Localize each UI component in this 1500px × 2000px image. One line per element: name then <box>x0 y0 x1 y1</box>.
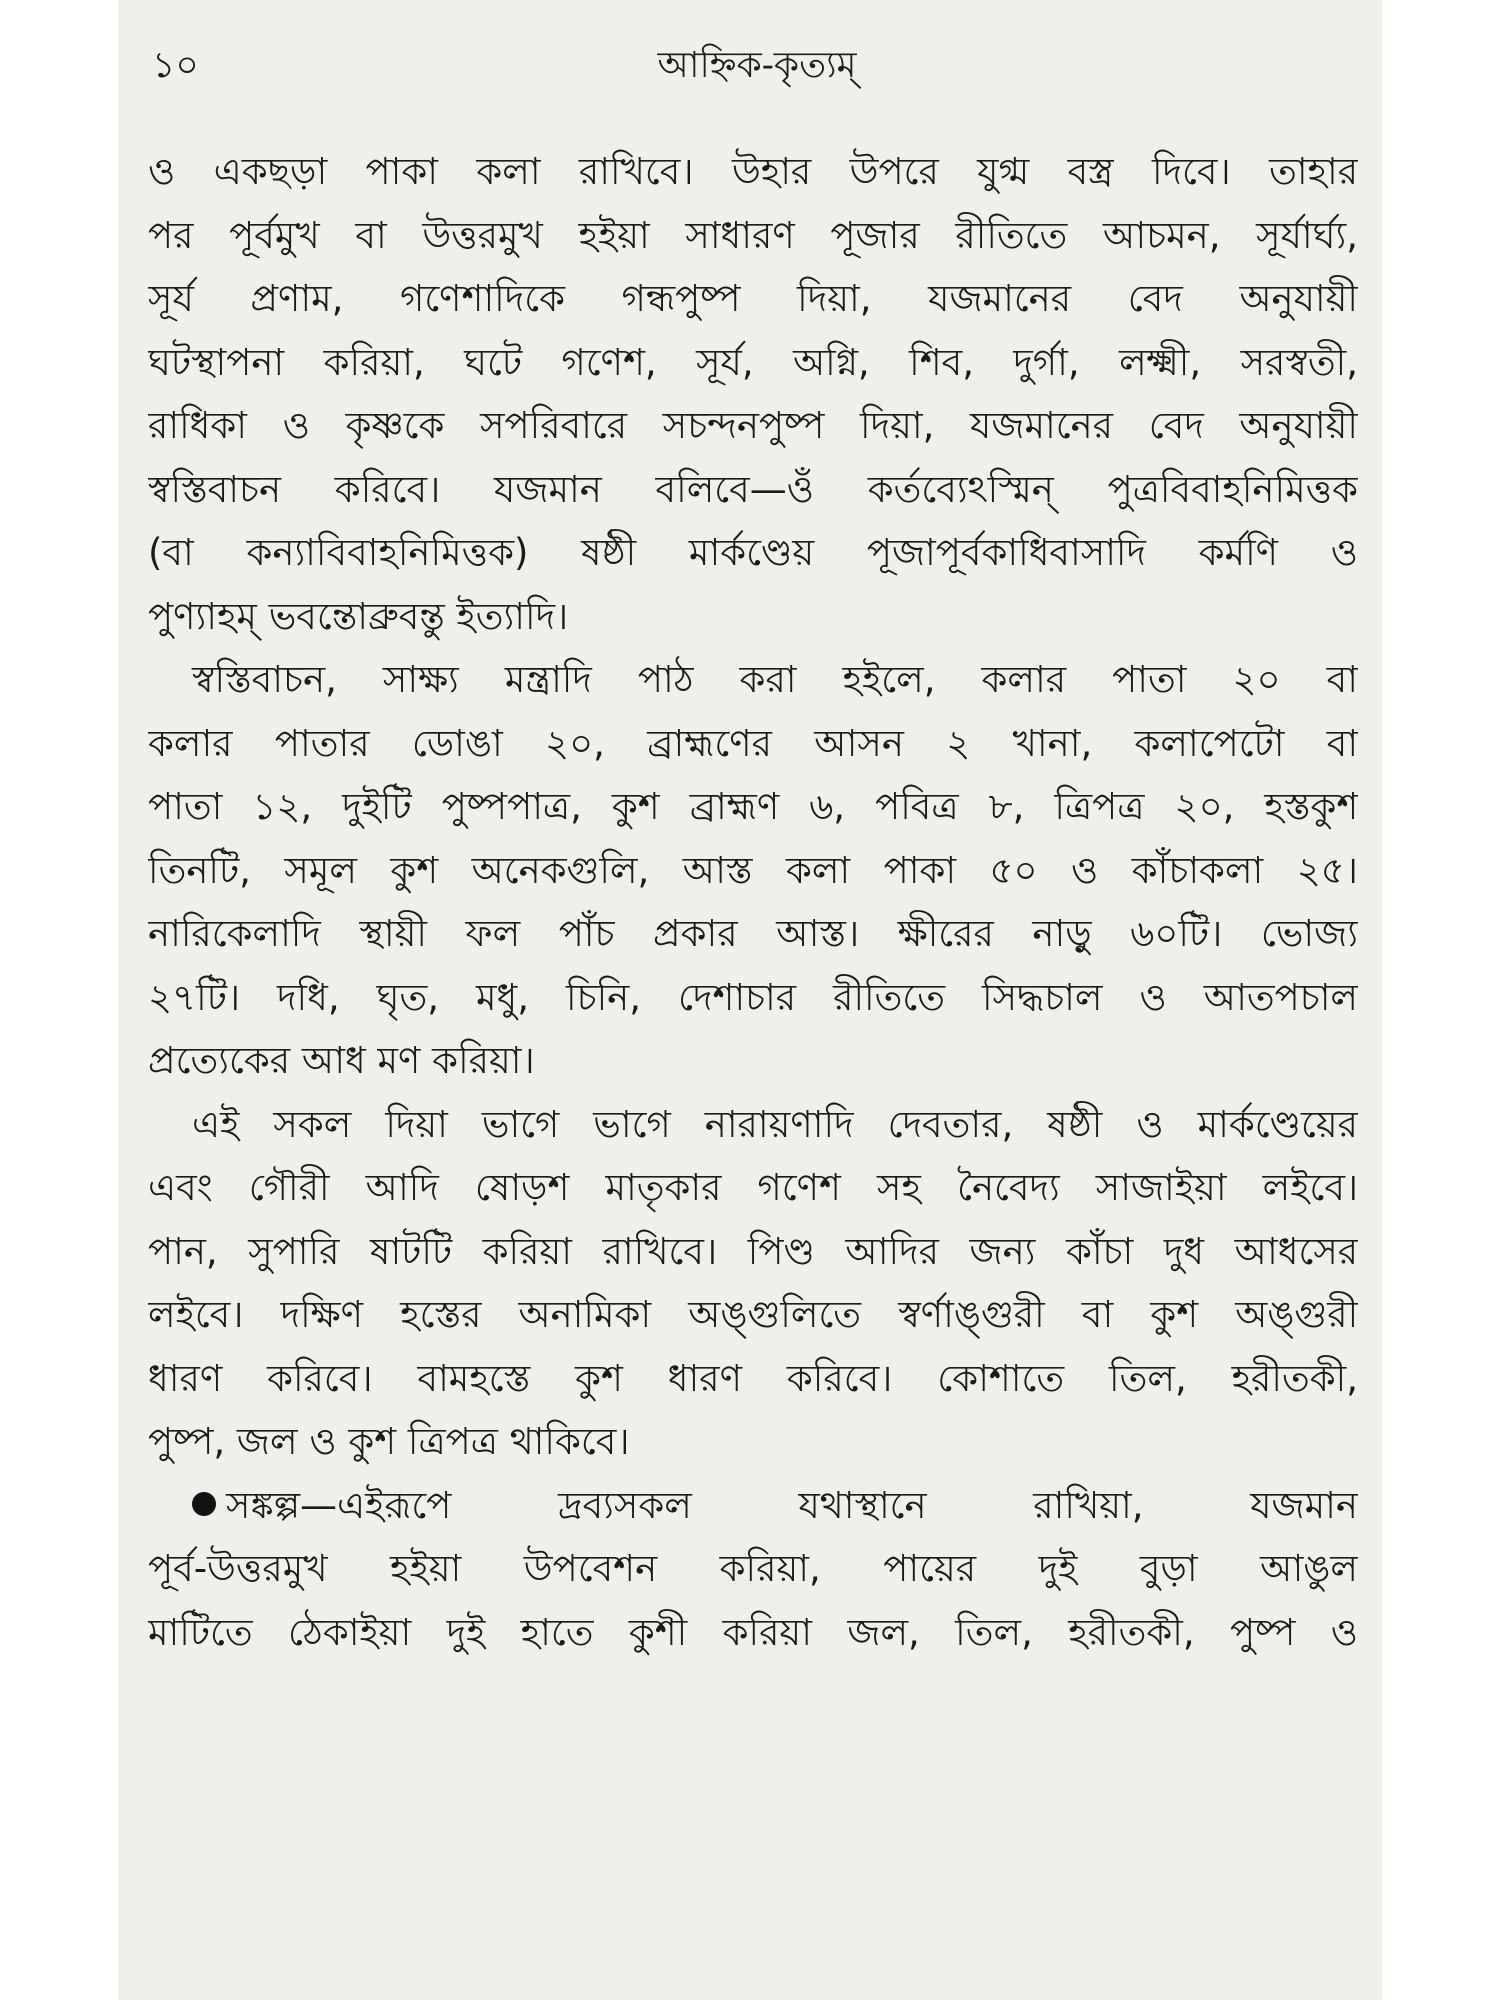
text-line: প্রত্যেকের আধ মণ করিয়া। <box>148 1039 535 1082</box>
text-line: পাতা ১২, দুইটি পুষ্পপাত্র, কুশ ব্রাহ্মণ ৬, পবিত্র ৮, ত্রিপত্র ২০, হস্তকুশ <box>148 785 1358 828</box>
paragraph-3 <box>148 1093 1358 1474</box>
paragraph-2 <box>148 648 1358 1093</box>
text-line: স্বস্তিবাচন, সাক্ষ্য মন্ত্রাদি পাঠ করা হইলে, কলার পাতা ২০ বা <box>192 658 1358 701</box>
text-line: পুষ্প, জল ও কুশ ত্রিপত্র থাকিবে। <box>148 1420 630 1463</box>
text-line: লইবে। দক্ষিণ হস্তের অনামিকা অঙ্গুলিতে স্বর্ণাঙ্গুরী বা কুশ অঙ্গুরী <box>148 1293 1358 1336</box>
text-line: ধারণ করিবে। বামহস্তে কুশ ধারণ করিবে। কোশাতে তিল, হরীতকী, <box>148 1356 1358 1400</box>
page-body <box>148 140 1358 1664</box>
text-line: এবং গৌরী আদি ষোড়শ মাতৃকার গণেশ সহ নৈবেদ্য সাজাইয়া লইবে। <box>148 1166 1358 1209</box>
text-line: পূর্ব-উত্তরমুখ হইয়া উপবেশন করিয়া, পায়ের দুই বুড়া আঙুল <box>148 1547 1358 1590</box>
page-number: ১০ <box>152 45 199 86</box>
text-line: নারিকেলাদি স্থায়ী ফল পাঁচ প্রকার আস্ত। ক্ষীরের নাড়ু ৬০টি। ভোজ্য <box>148 912 1358 955</box>
text-line: (বা কন্যাবিবাহনিমিত্তক) ষষ্ঠী মার্কণ্ডেয় পূজাপূর্বকাধিবাসাদি কর্মণি ও <box>148 531 1358 574</box>
bullet-icon <box>192 1492 216 1516</box>
paragraph-1 <box>148 140 1358 648</box>
text-line: মাটিতে ঠেকাইয়া দুই হাতে কুশী করিয়া জল, তিল, হরীতকী, পুষ্প ও <box>148 1610 1358 1654</box>
text-line-bulleted <box>148 1474 1358 1538</box>
text-line: ২৭টি। দধি, ঘৃত, মধু, চিনি, দেশাচার রীতিতে সিদ্ধচাল ও আতপচাল <box>148 975 1358 1019</box>
book-page <box>118 0 1382 2000</box>
text-line: রাধিকা ও কৃষ্ণকে সপরিবারে সচন্দনপুষ্প দিয়া, যজমানের বেদ অনুযায়ী <box>148 404 1358 447</box>
text-line: পান, সুপারি ষাটটি করিয়া রাখিবে। পিণ্ড আদির জন্য কাঁচা দুধ আধসের <box>148 1229 1358 1273</box>
text-line: স্বস্তিবাচন করিবে। যজমান বলিবে—ওঁ কর্তব্যেঽস্মিন্ পুত্রবিবাহনিমিত্তক <box>148 467 1358 511</box>
text-line: এই সকল দিয়া ভাগে ভাগে নারায়ণাদি দেবতার, ষষ্ঠী ও মার্কণ্ডেয়ের <box>192 1102 1358 1146</box>
page-header <box>152 38 1362 98</box>
text-line: পুণ্যাহম্ ভবন্তোব্রুবন্তু ইত্যাদি। <box>148 594 569 638</box>
paragraph-4 <box>148 1474 1358 1665</box>
text-line: পর পূর্বমুখ বা উত্তরমুখ হইয়া সাধারণ পূজার রীতিতে আচমন, সূর্যার্ঘ্য, <box>148 213 1358 257</box>
text-line: সঙ্কল্প—এইরূপে দ্রব্যসকল যথাস্থানে রাখিয়া, যজমান <box>226 1483 1358 1527</box>
text-line: তিনটি, সমূল কুশ অনেকগুলি, আস্ত কলা পাকা ৫০ ও কাঁচাকলা ২৫। <box>148 848 1358 892</box>
text-line: ও একছড়া পাকা কলা রাখিবে। উহার উপরে যুগ্ম বস্ত্র দিবে। তাহার <box>148 150 1358 193</box>
running-title: আহ্নিক-কৃত্যম্ <box>657 45 857 86</box>
text-line: সূর্য প্রণাম, গণেশাদিকে গন্ধপুষ্প দিয়া, যজমানের বেদ অনুযায়ী <box>148 277 1358 320</box>
text-line: ঘটস্থাপনা করিয়া, ঘটে গণেশ, সূর্য, অগ্নি, শিব, দুর্গা, লক্ষ্মী, সরস্বতী, <box>148 340 1358 384</box>
text-line: কলার পাতার ডোঙা ২০, ব্রাহ্মণের আসন ২ খানা, কলাপেটো বা <box>148 721 1358 765</box>
